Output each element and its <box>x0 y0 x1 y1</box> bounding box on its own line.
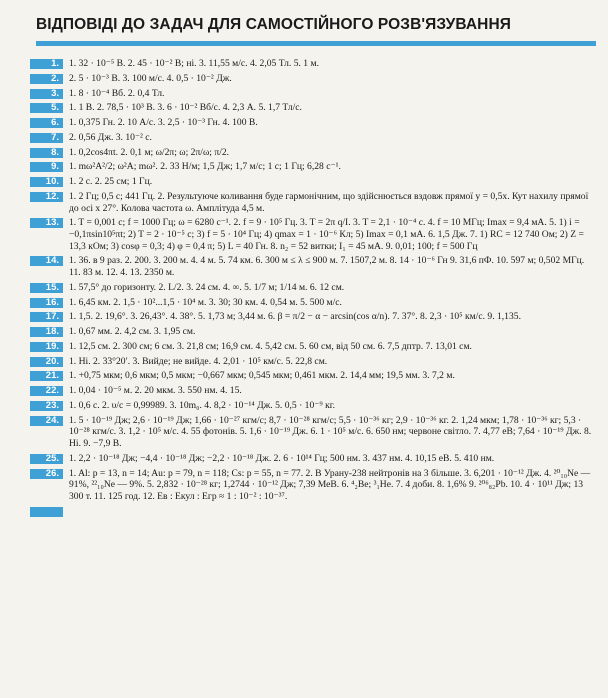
answer-text: 1. 57,5° до горизонту. 2. L/2. 3. 24 см. 4. ∞. 5. 1/7 м; 1/14 м. 6. 12 см. <box>69 281 345 293</box>
section-badge: 6. <box>30 118 63 128</box>
answer-item <box>30 341 596 353</box>
section-badge: 23. <box>30 401 63 411</box>
section-badge: 22. <box>30 386 63 396</box>
answer-text: 1. 0,67 мм. 2. 4,2 см. 3. 1,95 см. <box>69 326 196 338</box>
answer-item <box>30 117 596 129</box>
answer-text: 1. 2 с. 2. 25 см; 1 Гц. <box>69 176 153 188</box>
answer-item <box>30 468 596 503</box>
section-badge: 3. <box>30 89 63 99</box>
section-badge: 8. <box>30 148 63 158</box>
title-underline <box>36 41 596 46</box>
answer-item <box>30 282 596 294</box>
answer-item <box>30 147 596 159</box>
answer-item <box>30 88 596 100</box>
answer-text: 1. 0,6 с. 2. υ/c = 0,99989. 3. 10m₀. 4. 8,2 · 10⁻¹⁴ Дж. 5. 0,5 · 10⁻⁹ кг. <box>69 400 335 411</box>
answer-text: 1. 1 В. 2. 78,5 · 10³ В. 3. 6 · 10⁻² Вб/с. 4. 2,3 А. 5. 1,7 Тл/с. <box>69 102 302 114</box>
answer-item <box>30 415 596 450</box>
section-badge: 2. <box>30 74 63 84</box>
answer-text: 1. 6,45 км. 2. 1,5 · 10²...1,5 · 10⁴ м. 3. 30; 30 км. 4. 0,54 м. 5. 500 м/с. <box>69 296 342 308</box>
section-badge: 16. <box>30 298 63 308</box>
answer-item <box>30 176 596 188</box>
answer-item <box>30 217 596 252</box>
section-badge: 5. <box>30 103 63 113</box>
answer-item <box>30 370 596 382</box>
answer-text: 2. 5 · 10⁻³ В. 3. 100 м/с. 4. 0,5 · 10⁻² Дж. <box>69 72 232 84</box>
section-badge: 19. <box>30 342 63 352</box>
answer-text: 1. 0,04 · 10⁻⁵ м. 2. 20 мкм. 3. 550 нм. 4. 15. <box>69 385 242 397</box>
section-badge: 7. <box>30 133 63 143</box>
answer-text: 1. Al: p = 13, n = 14; Au: p = 79, n = 118; Cs: p = 55, n = 77. 2. В Урану-238 нейтронів на 3 більше. 3. 6,201 · 10⁻¹² Дж. 4. ²⁰₁₀Ne — 91%, ²²₁₀Ne — 9%. 5. 2,832 · 10⁻²⁸ кг; 1,2744 · 10⁻¹² Дж; 7,39 МеВ. 6. ⁴₂Be; ³₁He. 7. 4 доби. 8. 1,6% 9. ²⁰⁶₈₂Pb. 10. 4 · 10¹¹ Дж; 13 300 т. 11. 125 год. 12. Eв : Eкул : Eгр ≈ 1 : 10⁻² : 10⁻³⁷. <box>69 467 591 502</box>
answer-item <box>30 102 596 114</box>
answer-text: 1. Ні. 2. 33°20′. 3. Вийде; не вийде. 4. 2,01 · 10⁵ км/с. 5. 22,8 см. <box>69 355 328 367</box>
answer-text: 1. 0,2cos4πt. 2. 0,1 м; ω/2π; ω; 2π/ω; π/2. <box>69 146 230 158</box>
answer-item <box>30 191 596 214</box>
section-badge: 9. <box>30 162 63 172</box>
answer-item <box>30 356 596 368</box>
section-badge <box>30 507 63 517</box>
answer-item <box>30 385 596 397</box>
answer-text: 1. 8 · 10⁻⁴ Вб. 2. 0,4 Тл. <box>69 87 165 99</box>
section-badge: 14. <box>30 256 63 266</box>
answer-item <box>30 311 596 323</box>
answer-text: 1. +0,75 мкм; 0,6 мкм; 0,5 мкм; −0,667 мкм; 0,545 мкм; 0,461 мкм. 2. 14,4 мм; 19,5 мм. 3. 7,2 м. <box>69 370 455 382</box>
section-badge: 25. <box>30 454 63 464</box>
answer-text: 1. T = 0,001 с; f = 1000 Гц; ω = 6280 с⁻¹. 2. f = 9 · 10⁵ Гц. 3. T = 2π q/I. 3. T = 2,1 · 10⁻⁴ с. 4. f = 10 МГц; Imax = 9,4 мА. 5. 1) i = −0,1πsin10⁵πt; 2) T = 2 · 10⁻⁵ с; 3) f = 5 · 10⁴ Гц; 4) qmax = 1 · 10⁻⁶ Кл; 5) Imax = 0,1 мА. 6. 1,5 Дж. 7. 1) RC = 12 740 Ом; 2) Z = 13,3 кОм; 3) cosφ = 0,3; 4) φ = 0,4 π; 5) L = 40 Гн. 8. n₂ = 52 витки; I₁ = 45 мА. 9. 0,01; 100; f = 500 Гц <box>69 217 584 252</box>
answer-text: 1. 2,2 · 10⁻¹⁸ Дж; −4,4 · 10⁻¹⁸ Дж; −2,2 · 10⁻¹⁸ Дж. 2. 6 · 10¹⁴ Гц; 500 нм. 3. 437 нм. 4. 10,15 еВ. 5. 410 нм. <box>69 452 495 464</box>
section-badge: 12. <box>30 192 63 202</box>
section-badge: 13. <box>30 218 63 228</box>
section-badge: 18. <box>30 327 63 337</box>
answers-list <box>30 58 596 506</box>
answer-text: 1. 0,375 Гн. 2. 10 А/с. 3. 2,5 · 10⁻³ Гн. 4. 100 В. <box>69 117 258 129</box>
answer-text: 2. 0,56 Дж. 3. 10⁻² с. <box>69 131 152 143</box>
answer-item <box>30 297 596 309</box>
answer-text: 1. 12,5 см. 2. 300 см; 6 см. 3. 21,8 см; 16,9 см. 4. 5,42 см. 5. 60 см, від 50 см. 6. 7,5 дптр. 7. 13,01 см. <box>69 340 472 352</box>
page-title: ВІДПОВІДІ ДО ЗАДАЧ ДЛЯ САМОСТІЙНОГО РОЗВ'ЯЗУВАННЯ <box>36 16 512 33</box>
answer-text: 1. 36. в 9 раз. 2. 200. 3. 200 м. 4. 4 м. 5. 74 км. 6. 300 м ≤ λ ≤ 900 м. 7. 1507,2 м. 8. 14 · 10⁻⁶ Гн 9. 31,6 пФ. 10. 597 м; 0,502 МГц. 11. 83 м. 12. 4. 13. 2350 м. <box>69 255 585 278</box>
answer-item <box>30 255 596 278</box>
answer-item <box>30 161 596 173</box>
section-badge: 26. <box>30 469 63 479</box>
answer-text: 1. 1,5. 2. 19,6°. 3. 26,43°. 4. 38°. 5. 1,73 м; 3,44 м. 6. β = π/2 − α − arcsin(cos α/n). 7. 37°. 8. 2,3 · 10⁵ км/с. 9. 1,135. <box>69 311 521 323</box>
answer-item <box>30 453 596 465</box>
answer-item <box>30 58 596 70</box>
answer-item <box>30 326 596 338</box>
section-badge: 21. <box>30 371 63 381</box>
answer-text: 1. 2 Гц; 0,5 с; 441 Гц. 2. Результуюче коливання буде гармонічним, що здійснюється вздовж прямої y = 0,5x. Кут нахилу прямої до осі x 27°. Колова частота ω. Амплітуда 4,5 м. <box>69 191 589 214</box>
section-badge: 10. <box>30 177 63 187</box>
answer-text: 1. 32 · 10⁻⁵ В. 2. 45 · 10⁻² В; ні. 3. 11,55 м/с. 4. 2,05 Тл. 5. 1 м. <box>69 58 319 69</box>
section-badge: 20. <box>30 357 63 367</box>
answer-text: 1. 5 · 10⁻¹⁹ Дж; 2,6 · 10⁻¹⁹ Дж; 1,66 · 10⁻²⁷ кгм/с; 8,7 · 10⁻²⁸ кгм/с; 5,5 · 10⁻³⁶ кг; 2,9 · 10⁻³⁶ кг. 2. 1,24 мкм; 1,78 · 10⁻³⁶ кг; 5,3 · 10⁻²⁸ кгм/с. 3. 1,2 · 10⁵ м/с. 4. 55 фотонів. 5. 1,6 · 10⁻¹⁹ Дж. 6. 1 · 10⁵ м/с. 6. 650 нм; червоне світло. 7. 4,77 еВ; 7,64 · 10⁻¹⁹ Дж. 8. Ні. 9. −7,9 В. <box>69 414 592 449</box>
section-badge: 17. <box>30 312 63 322</box>
answer-item <box>30 132 596 144</box>
section-badge: 24. <box>30 416 63 426</box>
answer-text: 1. mω²A²/2; ω²A; mω². 2. 33 Н/м; 1,5 Дж; 1,7 м/с; 1 с; 1 Гц; 6,28 с⁻¹. <box>69 161 341 173</box>
answer-item <box>30 73 596 85</box>
answer-item <box>30 400 596 412</box>
section-badge: 1. <box>30 59 63 69</box>
section-badge: 15. <box>30 283 63 293</box>
